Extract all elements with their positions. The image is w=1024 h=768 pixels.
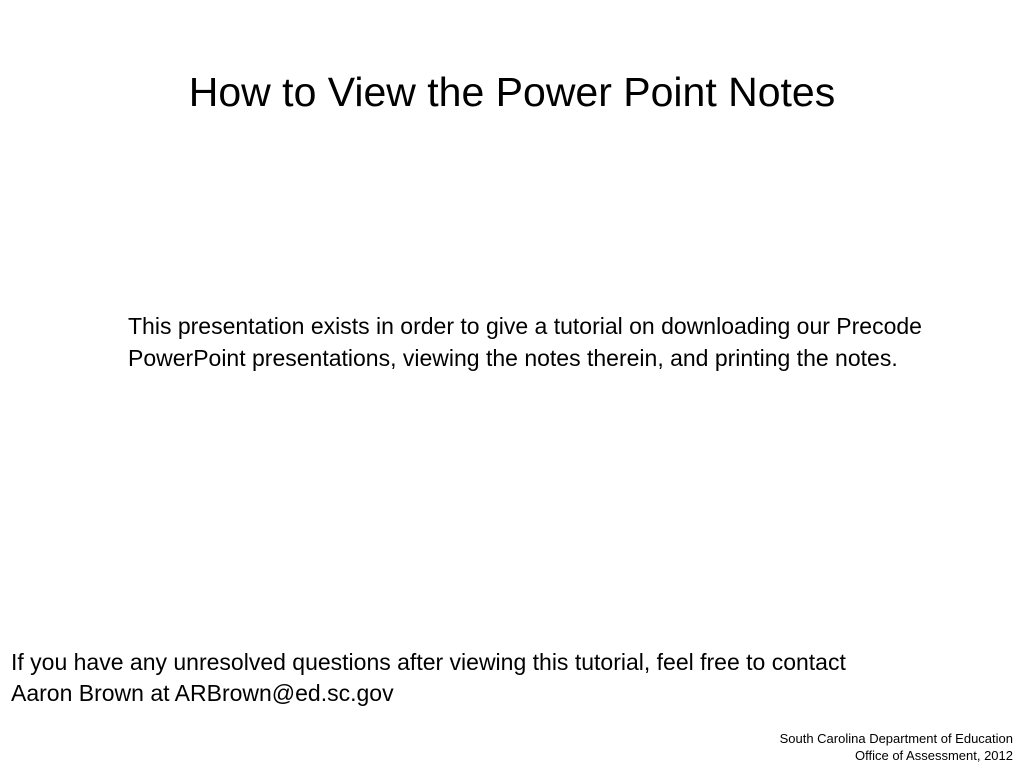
intro-paragraph: This presentation exists in order to give a tutorial on downloading our Precode PowerPoint presentations, viewing the notes therein, and printing the notes. [128, 313, 922, 371]
footer-credit [780, 730, 1013, 764]
contact-paragraph [11, 647, 1011, 709]
footer-office: Office of Assessment, 2012 [854, 748, 1013, 763]
contact-line-2: Aaron Brown at ARBrown@ed.sc.gov [11, 680, 394, 706]
contact-line-1: If you have any unresolved questions after viewing this tutorial, feel free to contact [11, 649, 846, 675]
slide-title: How to View the Power Point Notes [188, 69, 836, 115]
footer-organization: South Carolina Department of Education [779, 731, 1013, 746]
